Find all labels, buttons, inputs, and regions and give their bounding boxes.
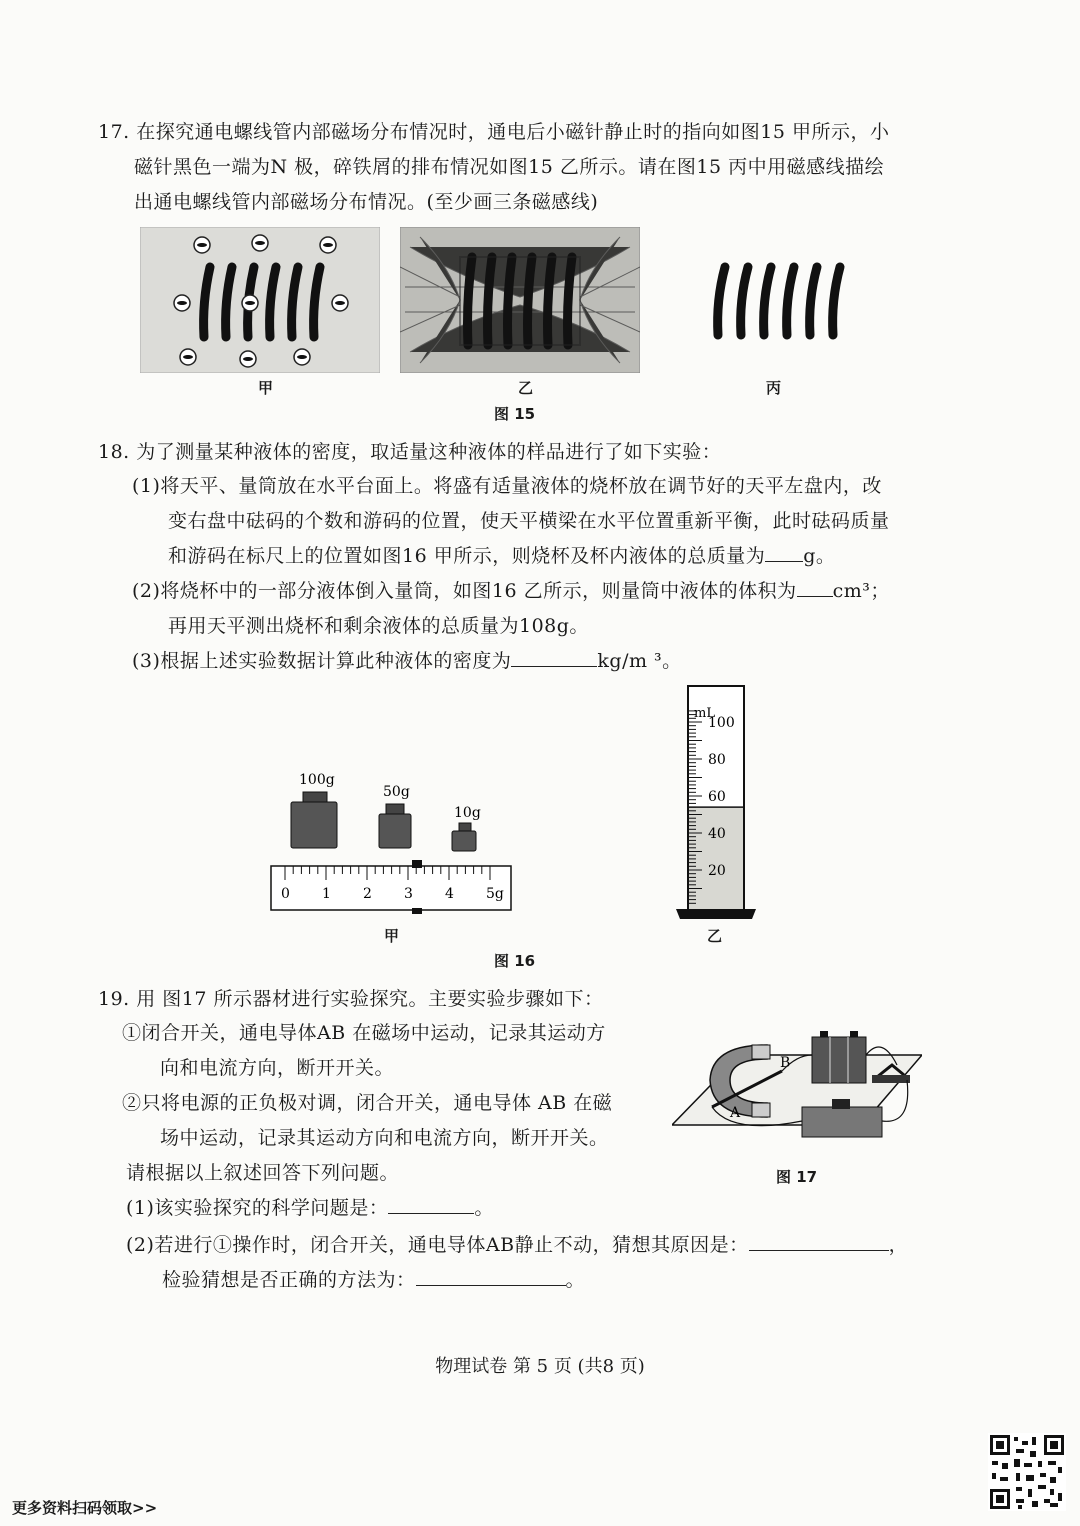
fig17-caption: 图 17: [776, 1168, 818, 1186]
q18-p3-answer-blank[interactable]: [511, 648, 597, 667]
q18-p1-line-3: [168, 543, 835, 569]
fig16-label-a: 甲: [384, 927, 400, 945]
weight-label-100g: 100g: [299, 772, 335, 788]
rider-top: [412, 860, 422, 868]
cylinder-unit: mL: [694, 706, 715, 721]
q18-p3-line: [132, 648, 682, 674]
q19-p2-answer-blank[interactable]: [749, 1232, 889, 1251]
figure-17-apparatus: [672, 1025, 922, 1160]
ruler-tick-label: 3: [404, 886, 413, 902]
q19-p2-end: ，: [888, 1234, 909, 1256]
qr-code[interactable]: [988, 1433, 1066, 1511]
q18-p2-answer-blank[interactable]: [797, 578, 833, 597]
label-b: B: [780, 1055, 791, 1071]
q19-stem: 19. 用 图17 所示器材进行实验探究。主要实验步骤如下：: [98, 988, 604, 1010]
q18-p1-text: 和游码在标尺上的位置如图16 甲所示，则烧杯及杯内液体的总质量为: [168, 545, 766, 567]
fig15-label-c: 丙: [766, 379, 782, 397]
cylinder-tick-label: 100: [708, 715, 735, 731]
figure-16-a-weights-and-ruler: [265, 760, 525, 920]
q19-p1-line: [126, 1195, 494, 1221]
q17-line-1: 17. 在探究通电螺线管内部磁场分布情况时，通电后小磁针静止时的指向如图15 甲所示，小: [98, 121, 890, 143]
q19-step1-line-1: ①闭合开关，通电导体AB 在磁场中运动，记录其运动方: [122, 1022, 606, 1044]
battery-pack: [812, 1037, 866, 1083]
weight-label-10g: 10g: [454, 805, 481, 821]
q18-p3-text: (3)根据上述实验数据计算此种液体的密度为: [132, 650, 512, 672]
fig16-caption: 图 16: [494, 952, 536, 970]
q19-p2-line-1: [126, 1232, 908, 1258]
q19-p1-end: 。: [474, 1197, 494, 1219]
q17-line-2: 磁针黑色一端为N 极，碎铁屑的排布情况如图15 乙所示。请在图15 丙中用磁感线描绘: [134, 156, 885, 178]
promo-text: 更多资料扫码领取>>: [12, 1499, 158, 1517]
cylinder-tick-label: 20: [708, 863, 726, 879]
rider-bottom: [412, 908, 422, 914]
ruler-tick-label: 4: [445, 886, 454, 902]
q19-step1-line-2: 向和电流方向，断开开关。: [160, 1057, 395, 1079]
q19-p2-second-answer-blank[interactable]: [416, 1267, 566, 1286]
figure-15-c-blank-solenoid: [700, 255, 850, 345]
cylinder-base: [676, 909, 756, 919]
figure-15-a-solenoid-compasses: [140, 227, 380, 373]
q18-p2-line-2: 再用天平测出烧杯和剩余液体的总质量为108g。: [168, 615, 589, 637]
q19-p2-text: (2)若进行①操作时，闭合开关，通电导体AB静止不动，猜想其原因是：: [126, 1234, 749, 1256]
cylinder-tick-label: 80: [708, 752, 726, 768]
q18-p2-unit: cm³；: [832, 580, 890, 602]
q19-step2-line-1: ②只将电源的正负极对调，闭合开关，通电导体 AB 在磁: [122, 1092, 613, 1114]
weight-label-50g: 50g: [383, 784, 410, 800]
fig15-label-b: 乙: [518, 379, 534, 397]
fig16-label-b: 乙: [707, 927, 723, 945]
q19-p1-answer-blank[interactable]: [388, 1195, 474, 1214]
cylinder-tick-label: 60: [708, 789, 726, 805]
cylinder-liquid: [689, 807, 743, 909]
page-footer: 物理试卷 第 5 页 (共8 页): [435, 1356, 645, 1377]
fig15-caption: 图 15: [494, 405, 536, 423]
q18-p1-answer-blank[interactable]: [765, 543, 803, 562]
ruler-tick-label: 0: [281, 886, 290, 902]
q18-p3-unit: kg/m ³。: [597, 650, 682, 672]
q19-p1-text: (1)该实验探究的科学问题是：: [126, 1197, 389, 1219]
cylinder-tick-label: 40: [708, 826, 726, 842]
q18-p1-unit: g。: [803, 545, 836, 567]
q18-p1-line-1: (1)将天平、量筒放在水平台面上。将盛有适量液体的烧杯放在调节好的天平左盘内，改: [132, 475, 882, 497]
fig15-label-a: 甲: [258, 379, 274, 397]
q19-p2-second-end: 。: [565, 1269, 586, 1291]
q19-prompt: 请根据以上叙述回答下列问题。: [126, 1162, 400, 1184]
q19-p2-second-text: 检验猜想是否正确的方法为：: [162, 1269, 416, 1291]
q19-step2-line-2: 场中运动，记录其运动方向和电流方向，断开开关。: [160, 1127, 609, 1149]
ruler-tick-label: 2: [363, 886, 372, 902]
ruler-tick-label: 5g: [486, 886, 504, 902]
figure-16-b-graduated-cylinder: [672, 683, 762, 923]
q18-p1-line-2: 变右盘中砝码的个数和游码的位置，使天平横梁在水平位置重新平衡，此时砝码质量: [168, 510, 890, 532]
q18-p2-line-1: [132, 578, 890, 604]
figure-15-b-iron-filings: [400, 227, 640, 373]
q18-p2-text: (2)将烧杯中的一部分液体倒入量筒，如图16 乙所示，则量筒中液体的体积为: [132, 580, 797, 602]
q18-stem: 18. 为了测量某种液体的密度，取适量这种液体的样品进行了如下实验：: [98, 441, 722, 463]
ruler-tick-label: 1: [322, 886, 331, 902]
rheostat: [802, 1107, 882, 1137]
label-a: A: [730, 1105, 741, 1121]
q17-line-3: 出通电螺线管内部磁场分布情况。(至少画三条磁感线): [134, 191, 599, 213]
q19-p2-line-2: [162, 1267, 585, 1293]
